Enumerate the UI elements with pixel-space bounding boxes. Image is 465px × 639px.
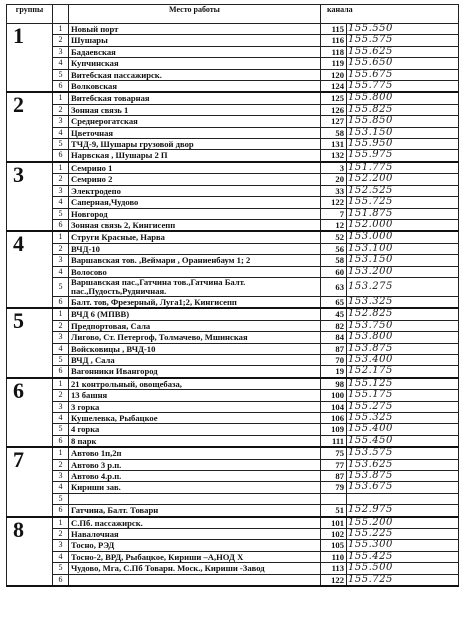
table-row [7, 413, 459, 424]
channel-number: 118 [321, 46, 347, 57]
place-name: Автово 3 р.п. [69, 459, 321, 470]
place-header: Место работы [69, 5, 321, 24]
table-row [7, 563, 459, 574]
frequency-handwritten: 153.150 [347, 127, 459, 138]
table-row [7, 35, 459, 46]
row-number: 5 [53, 493, 69, 504]
channel-number: 122 [321, 574, 347, 586]
row-number: 2 [53, 35, 69, 46]
table-body [7, 24, 459, 587]
channel-number: 87 [321, 343, 347, 354]
table-row [7, 69, 459, 80]
place-name: ТЧД-9, Шушары грузовой двор [69, 139, 321, 150]
row-number: 3 [53, 471, 69, 482]
channel-number: 110 [321, 551, 347, 562]
place-name: Новгород [69, 208, 321, 219]
place-name: Автово 1п,2п [69, 447, 321, 459]
channel-number: 60 [321, 266, 347, 277]
table-row [7, 540, 459, 551]
frequency-handwritten: 153.875 [347, 343, 459, 354]
place-name: Тосно-2, ВРД, Рыбацкое, Кириши –А,НОД Х [69, 551, 321, 562]
group-number: 4 [7, 231, 53, 308]
row-number: 4 [53, 482, 69, 493]
place-name: Предпортовая, Сала [69, 320, 321, 331]
channel-number: 51 [321, 505, 347, 517]
table-row [7, 435, 459, 447]
place-name: Электродепо [69, 185, 321, 196]
row-number: 6 [53, 219, 69, 231]
place-name: 4 горка [69, 424, 321, 435]
row-number: 5 [53, 208, 69, 219]
place-name: Шушары [69, 35, 321, 46]
table-row [7, 127, 459, 138]
place-name: Кириши зав. [69, 482, 321, 493]
row-number: 3 [53, 332, 69, 343]
table-row [7, 255, 459, 266]
place-name: С.Пб. пассажирск. [69, 517, 321, 529]
frequency-handwritten: 155.800 [347, 92, 459, 104]
group-number: 1 [7, 24, 53, 93]
row-number: 4 [53, 266, 69, 277]
channel-number: 115 [321, 24, 347, 35]
table-row [7, 390, 459, 401]
row-number: 1 [53, 24, 69, 35]
row-number: 3 [53, 185, 69, 196]
row-number: 3 [53, 540, 69, 551]
place-name: Семрино 1 [69, 162, 321, 174]
channel-number: 125 [321, 92, 347, 104]
channel-number: 102 [321, 529, 347, 540]
channel-number: 77 [321, 459, 347, 470]
place-name: Семрино 2 [69, 174, 321, 185]
row-number: 4 [53, 58, 69, 69]
frequency-handwritten: 155.950 [347, 139, 459, 150]
table-row [7, 574, 459, 586]
row-number: 4 [53, 197, 69, 208]
place-name: ВЧД-10 [69, 243, 321, 254]
row-number: 2 [53, 459, 69, 470]
frequency-handwritten: 155.125 [347, 378, 459, 390]
row-number: 4 [53, 127, 69, 138]
table-row [7, 162, 459, 174]
group-number: 6 [7, 378, 53, 447]
place-name: Кушелевка, Рыбацкое [69, 413, 321, 424]
place-name: 8 парк [69, 435, 321, 447]
place-name: Купчинская [69, 58, 321, 69]
table-row [7, 482, 459, 493]
channel-number: 126 [321, 104, 347, 115]
table-row [7, 208, 459, 219]
place-name: Струги Красные, Нарва [69, 231, 321, 243]
frequency-handwritten: 155.775 [347, 81, 459, 93]
row-number: 1 [53, 517, 69, 529]
table-row [7, 185, 459, 196]
frequency-handwritten: 153.750 [347, 320, 459, 331]
place-name: Волковская [69, 81, 321, 93]
channel-header: канала [321, 5, 459, 24]
channel-number: 58 [321, 127, 347, 138]
group-number: 3 [7, 162, 53, 231]
place-name: Варшавская пас.,Гатчина тов.,Гатчина Балт. пас.,Пудость,Рудничная. [69, 277, 321, 296]
place-name: Волосово [69, 266, 321, 277]
channel-number: 106 [321, 413, 347, 424]
table-row [7, 46, 459, 57]
row-number: 2 [53, 529, 69, 540]
place-name: Вагонники Ивангород [69, 366, 321, 378]
table-row [7, 343, 459, 354]
frequency-handwritten: 155.650 [347, 58, 459, 69]
place-name: Зонная связь 1 [69, 104, 321, 115]
table-row [7, 424, 459, 435]
channel-number: 82 [321, 320, 347, 331]
place-name: Среднерогатская [69, 116, 321, 127]
table-row [7, 517, 459, 529]
group-number: 5 [7, 308, 53, 377]
place-name: Лигово, Ст. Петергоф, Толмачево, Мшинская [69, 332, 321, 343]
channel-number: 105 [321, 540, 347, 551]
table-row [7, 493, 459, 504]
frequency-handwritten: 152.200 [347, 174, 459, 185]
table-row [7, 296, 459, 308]
row-number: 3 [53, 46, 69, 57]
place-name: Балт. тов, Фрезерный, Луга1;2, Кингисепп [69, 296, 321, 308]
place-name: Витебская товарная [69, 92, 321, 104]
place-name: ВЧД , Сала [69, 354, 321, 365]
frequency-handwritten: 155.450 [347, 435, 459, 447]
row-number: 4 [53, 343, 69, 354]
channel-number: 109 [321, 424, 347, 435]
frequency-handwritten: 153.875 [347, 471, 459, 482]
table-row [7, 551, 459, 562]
channel-number: 120 [321, 69, 347, 80]
table-row [7, 354, 459, 365]
row-number: 5 [53, 354, 69, 365]
channel-number: 33 [321, 185, 347, 196]
channel-number: 79 [321, 482, 347, 493]
frequency-handwritten: 152.825 [347, 308, 459, 320]
frequency-handwritten: 153.675 [347, 482, 459, 493]
table-row [7, 308, 459, 320]
number-header [53, 5, 69, 24]
frequency-handwritten: 153.575 [347, 447, 459, 459]
row-number: 1 [53, 162, 69, 174]
place-name: Зонная связь 2, Кингисепп [69, 219, 321, 231]
place-name: Тосно, РЭД [69, 540, 321, 551]
place-name: 21 контрольный, овощебаза, [69, 378, 321, 390]
frequency-handwritten: 155.725 [347, 197, 459, 208]
channel-table-sheet [6, 4, 458, 632]
place-name: Бадаевская [69, 46, 321, 57]
row-number: 3 [53, 401, 69, 412]
place-name: 13 башня [69, 390, 321, 401]
table-row [7, 505, 459, 517]
row-number: 4 [53, 551, 69, 562]
frequency-handwritten: 155.625 [347, 46, 459, 57]
frequency-handwritten: 153.200 [347, 266, 459, 277]
row-number: 1 [53, 231, 69, 243]
table-row [7, 219, 459, 231]
frequency-handwritten: 155.500 [347, 563, 459, 574]
place-name [69, 574, 321, 586]
place-name: Новый порт [69, 24, 321, 35]
frequency-handwritten: 152.175 [347, 366, 459, 378]
table-row [7, 24, 459, 35]
row-number: 6 [53, 574, 69, 586]
row-number: 5 [53, 277, 69, 296]
table-row [7, 116, 459, 127]
table-row [7, 471, 459, 482]
row-number: 6 [53, 366, 69, 378]
channel-number: 100 [321, 390, 347, 401]
row-number: 3 [53, 116, 69, 127]
table-row [7, 320, 459, 331]
frequency-handwritten: 155.325 [347, 413, 459, 424]
channel-number: 119 [321, 58, 347, 69]
channel-number: 116 [321, 35, 347, 46]
place-name: Цветочная [69, 127, 321, 138]
channel-number: 70 [321, 354, 347, 365]
frequency-handwritten: 153.400 [347, 354, 459, 365]
frequency-handwritten: 152.975 [347, 505, 459, 517]
frequency-handwritten: 155.850 [347, 116, 459, 127]
frequency-handwritten: 155.675 [347, 69, 459, 80]
group-number: 7 [7, 447, 53, 516]
row-number: 1 [53, 378, 69, 390]
frequency-handwritten: 153.000 [347, 231, 459, 243]
channel-number: 75 [321, 447, 347, 459]
frequency-table [6, 4, 459, 587]
frequency-handwritten: 151.875 [347, 208, 459, 219]
table-row [7, 401, 459, 412]
row-number: 1 [53, 447, 69, 459]
channel-number: 45 [321, 308, 347, 320]
place-name: 3 горка [69, 401, 321, 412]
table-row [7, 150, 459, 162]
channel-number: 7 [321, 208, 347, 219]
group-number: 8 [7, 517, 53, 586]
frequency-handwritten: 155.725 [347, 574, 459, 586]
channel-number: 122 [321, 197, 347, 208]
group-header: группы [7, 5, 53, 24]
table-row [7, 58, 459, 69]
row-number: 6 [53, 505, 69, 517]
place-name: Гатчина, Балт. Товарн [69, 505, 321, 517]
place-name: Войсковицы , ВЧД-10 [69, 343, 321, 354]
place-name: Нарвская , Шушары 2 П [69, 150, 321, 162]
table-row [7, 529, 459, 540]
row-number: 6 [53, 150, 69, 162]
place-name: Витебская пассажирск. [69, 69, 321, 80]
table-row [7, 174, 459, 185]
row-number: 2 [53, 174, 69, 185]
row-number: 3 [53, 255, 69, 266]
channel-number: 131 [321, 139, 347, 150]
frequency-handwritten: 155.575 [347, 35, 459, 46]
frequency-handwritten [347, 493, 459, 504]
channel-number: 113 [321, 563, 347, 574]
table-row [7, 459, 459, 470]
frequency-handwritten: 155.225 [347, 529, 459, 540]
channel-number: 3 [321, 162, 347, 174]
channel-number: 101 [321, 517, 347, 529]
place-name: Автово 4.р.п. [69, 471, 321, 482]
table-row [7, 366, 459, 378]
place-name [69, 493, 321, 504]
place-name: Варшавская тов. ,Веймари , Ораниенбаум 1; 2 [69, 255, 321, 266]
row-number: 2 [53, 390, 69, 401]
row-number: 5 [53, 139, 69, 150]
channel-number: 65 [321, 296, 347, 308]
row-number: 5 [53, 424, 69, 435]
channel-number: 56 [321, 243, 347, 254]
channel-number: 111 [321, 435, 347, 447]
row-number: 5 [53, 563, 69, 574]
row-number: 6 [53, 435, 69, 447]
frequency-handwritten: 155.175 [347, 390, 459, 401]
frequency-handwritten: 153.150 [347, 255, 459, 266]
table-row [7, 447, 459, 459]
table-row [7, 92, 459, 104]
row-number: 6 [53, 296, 69, 308]
header-row [7, 5, 459, 24]
row-number: 1 [53, 92, 69, 104]
table-row [7, 277, 459, 296]
channel-number: 124 [321, 81, 347, 93]
channel-number: 132 [321, 150, 347, 162]
table-row [7, 243, 459, 254]
place-name: Чудово, Мга, С.Пб Товарн. Моск., Кириши -Завод [69, 563, 321, 574]
channel-number [321, 493, 347, 504]
frequency-handwritten: 155.975 [347, 150, 459, 162]
place-name: ВЧД 6 (МПВВ) [69, 308, 321, 320]
frequency-handwritten: 153.100 [347, 243, 459, 254]
channel-number: 52 [321, 231, 347, 243]
row-number: 2 [53, 243, 69, 254]
channel-number: 87 [321, 471, 347, 482]
row-number: 6 [53, 81, 69, 93]
frequency-handwritten: 155.200 [347, 517, 459, 529]
table-row [7, 266, 459, 277]
place-name: Саперная,Чудово [69, 197, 321, 208]
frequency-handwritten: 153.800 [347, 332, 459, 343]
table-row [7, 104, 459, 115]
frequency-handwritten: 152.525 [347, 185, 459, 196]
row-number: 1 [53, 308, 69, 320]
channel-number: 84 [321, 332, 347, 343]
frequency-handwritten: 155.825 [347, 104, 459, 115]
frequency-handwritten: 151.775 [347, 162, 459, 174]
channel-number: 98 [321, 378, 347, 390]
channel-number: 127 [321, 116, 347, 127]
table-row [7, 81, 459, 93]
channel-number: 12 [321, 219, 347, 231]
table-row [7, 139, 459, 150]
channel-number: 104 [321, 401, 347, 412]
frequency-handwritten: 155.275 [347, 401, 459, 412]
group-number: 2 [7, 92, 53, 161]
row-number: 2 [53, 320, 69, 331]
table-row [7, 332, 459, 343]
row-number: 5 [53, 69, 69, 80]
channel-number: 63 [321, 277, 347, 296]
channel-number: 58 [321, 255, 347, 266]
frequency-handwritten: 155.425 [347, 551, 459, 562]
frequency-handwritten: 155.550 [347, 24, 459, 35]
frequency-handwritten: 153.325 [347, 296, 459, 308]
frequency-handwritten: 152.000 [347, 219, 459, 231]
frequency-handwritten: 155.400 [347, 424, 459, 435]
frequency-handwritten: 155.300 [347, 540, 459, 551]
table-row [7, 197, 459, 208]
channel-number: 20 [321, 174, 347, 185]
frequency-handwritten: 153.625 [347, 459, 459, 470]
place-name: Навалочная [69, 529, 321, 540]
table-row [7, 378, 459, 390]
row-number: 2 [53, 104, 69, 115]
channel-number: 19 [321, 366, 347, 378]
row-number: 4 [53, 413, 69, 424]
table-row [7, 231, 459, 243]
frequency-handwritten: 153.275 [347, 277, 459, 296]
